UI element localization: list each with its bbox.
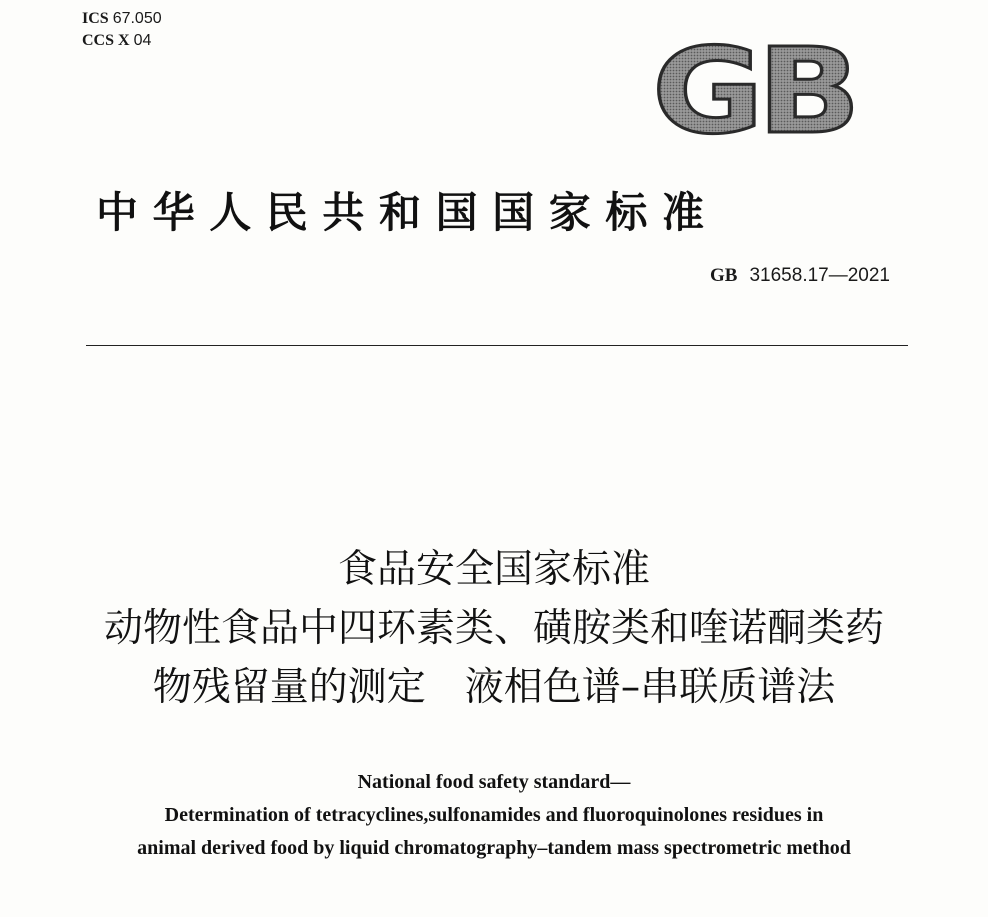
chinese-title <box>0 540 988 717</box>
svg-text:GB: GB <box>652 36 854 140</box>
header-divider <box>86 345 908 346</box>
ics-code: 67.050 <box>112 10 162 27</box>
gb-emblem-logo <box>648 36 858 140</box>
standard-number-value: 31658.17—2021 <box>749 265 890 286</box>
chinese-title-line-2: 动物性食品中四环素类、磺胺类和喹诺酮类药 <box>103 606 884 651</box>
english-title-line-3: animal derived food by liquid chromatography–tandem mass spectrometric method <box>137 837 851 859</box>
ics-label: ICS <box>82 10 109 27</box>
ccs-code: 04 <box>133 32 152 49</box>
ics-line <box>82 8 162 30</box>
ccs-label: CCS X <box>82 32 130 49</box>
standard-number <box>710 264 890 287</box>
national-standard-title: 中华人民共和国国家标准 <box>96 188 719 237</box>
classification-codes <box>82 8 162 52</box>
english-title <box>0 766 988 865</box>
standard-number-prefix: GB <box>710 265 738 286</box>
chinese-title-line-1: 食品安全国家标准 <box>337 547 650 592</box>
ccs-line <box>82 30 162 52</box>
chinese-title-line-3: 物残留量的测定 液相色谱–串联质谱法 <box>152 665 836 710</box>
english-title-line-2: Determination of tetracyclines,sulfonamides and fluoroquinolones residues in <box>164 804 824 826</box>
english-title-line-1: National food safety standard— <box>357 771 631 793</box>
